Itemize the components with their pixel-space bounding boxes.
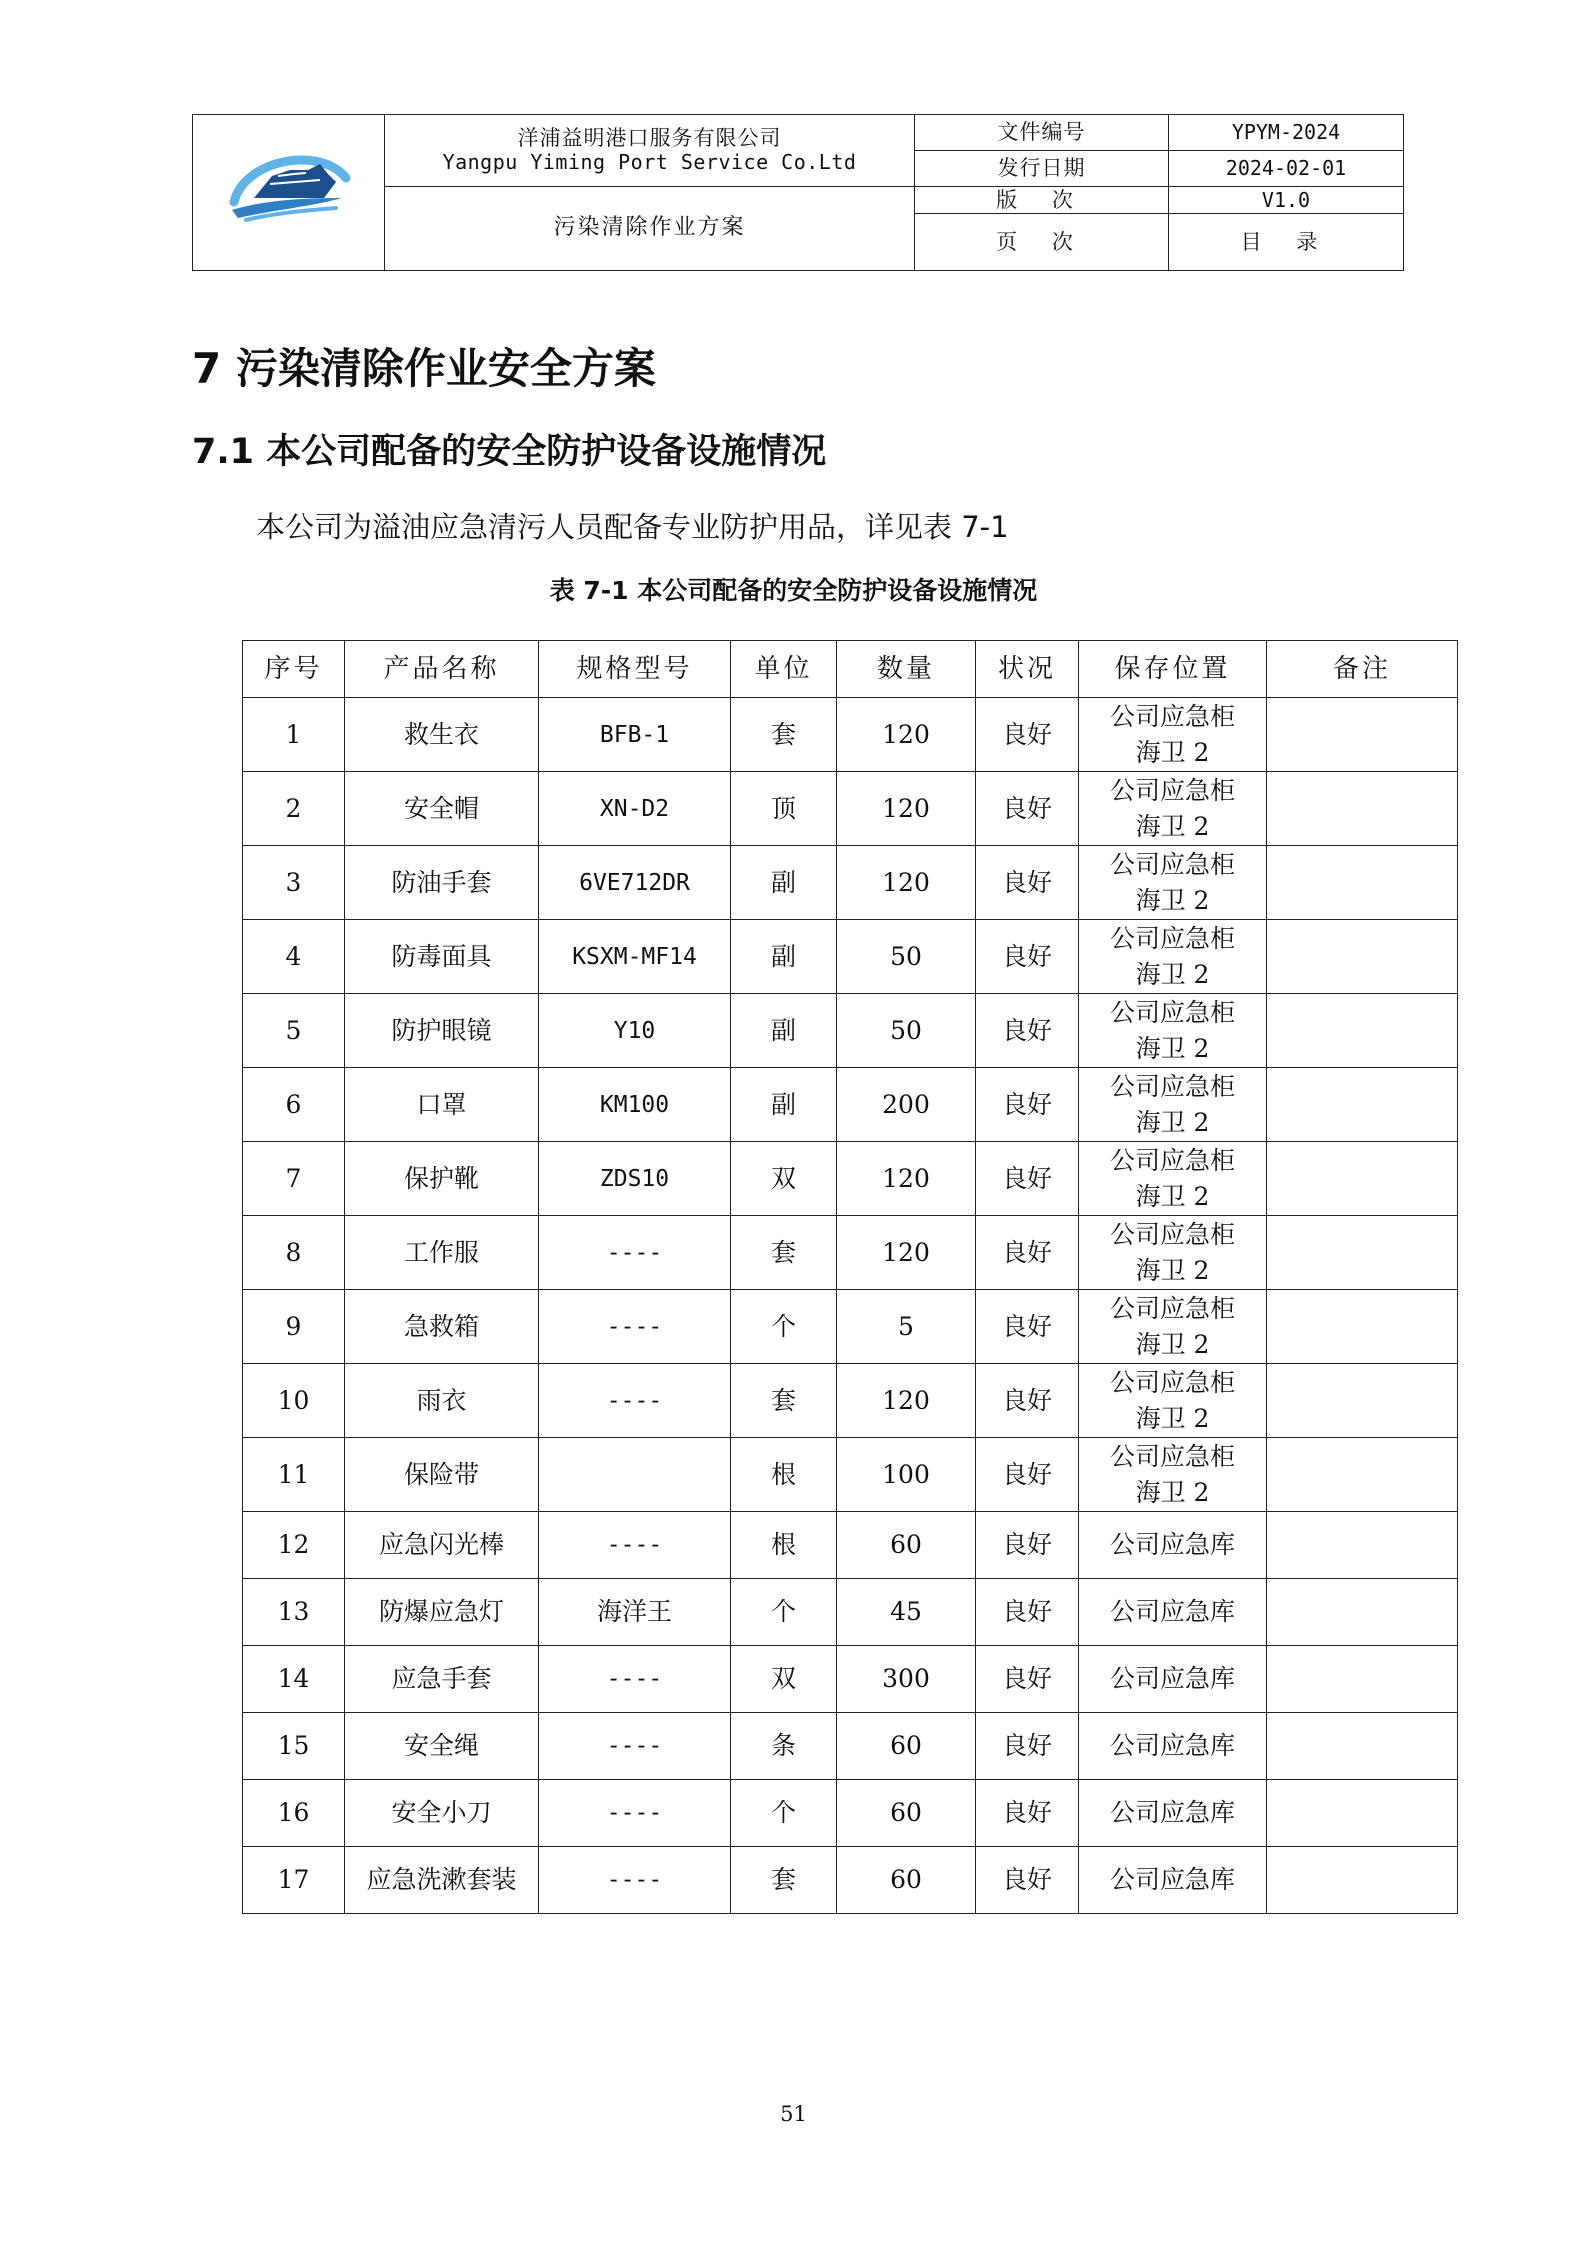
cell-no: 6 bbox=[243, 1068, 345, 1142]
cell-qty: 120 bbox=[837, 698, 976, 772]
cell-qty: 120 bbox=[837, 1364, 976, 1438]
cell-model: BFB-1 bbox=[539, 698, 731, 772]
cell-name: 保护靴 bbox=[345, 1142, 539, 1216]
location-line-1: 公司应急柜 bbox=[1109, 1293, 1235, 1323]
company-name-zh: 洋浦益明港口服务有限公司 bbox=[517, 126, 782, 151]
table-row bbox=[243, 1512, 1458, 1579]
cell-model: ---- bbox=[539, 1713, 731, 1780]
cell-note bbox=[1267, 1512, 1458, 1579]
cell-status: 良好 bbox=[976, 698, 1079, 772]
ship-logo-icon bbox=[224, 140, 354, 240]
equipment-table bbox=[242, 640, 1458, 1914]
cell-status: 良好 bbox=[976, 1216, 1079, 1290]
location-line-1: 公司应急柜 bbox=[1109, 1071, 1235, 1101]
location-line-1: 公司应急库 bbox=[1109, 1865, 1235, 1894]
cell-no: 1 bbox=[243, 698, 345, 772]
cell-unit: 个 bbox=[731, 1579, 837, 1646]
table-body bbox=[243, 698, 1458, 1914]
cell-name: 应急洗漱套装 bbox=[345, 1847, 539, 1914]
location-line-2: 海卫 2 bbox=[1135, 737, 1210, 767]
cell-no: 3 bbox=[243, 846, 345, 920]
location-line-1: 公司应急柜 bbox=[1109, 923, 1235, 953]
cell-status: 良好 bbox=[976, 1142, 1079, 1216]
cell-note bbox=[1267, 920, 1458, 994]
page-value: 目 录 bbox=[1169, 214, 1404, 271]
table-row bbox=[243, 1438, 1458, 1512]
cell-location bbox=[1079, 1364, 1267, 1438]
cell-unit: 副 bbox=[731, 1068, 837, 1142]
cell-name: 应急闪光棒 bbox=[345, 1512, 539, 1579]
issue-date-value: 2024-02-01 bbox=[1169, 150, 1404, 186]
table-row bbox=[243, 1646, 1458, 1713]
cell-unit: 根 bbox=[731, 1438, 837, 1512]
cell-no: 17 bbox=[243, 1847, 345, 1914]
cell-no: 5 bbox=[243, 994, 345, 1068]
cell-status: 良好 bbox=[976, 846, 1079, 920]
cell-model: ---- bbox=[539, 1512, 731, 1579]
location-line-2: 海卫 2 bbox=[1135, 1107, 1210, 1137]
cell-name: 安全小刀 bbox=[345, 1780, 539, 1847]
cell-qty: 300 bbox=[837, 1646, 976, 1713]
cell-note bbox=[1267, 1068, 1458, 1142]
cell-unit: 双 bbox=[731, 1142, 837, 1216]
cell-location bbox=[1079, 1068, 1267, 1142]
cell-name: 急救箱 bbox=[345, 1290, 539, 1364]
location-line-1: 公司应急库 bbox=[1109, 1731, 1235, 1760]
cell-unit: 顶 bbox=[731, 772, 837, 846]
cell-name: 防护眼镜 bbox=[345, 994, 539, 1068]
cell-location bbox=[1079, 1216, 1267, 1290]
table-row bbox=[243, 1847, 1458, 1914]
cell-qty: 120 bbox=[837, 846, 976, 920]
cell-unit: 副 bbox=[731, 846, 837, 920]
location-line-2: 海卫 2 bbox=[1135, 1181, 1210, 1211]
location-line-2: 海卫 2 bbox=[1135, 885, 1210, 915]
cell-model: KM100 bbox=[539, 1068, 731, 1142]
cell-model: KSXM-MF14 bbox=[539, 920, 731, 994]
cell-note bbox=[1267, 1438, 1458, 1512]
cell-note bbox=[1267, 1142, 1458, 1216]
cell-no: 16 bbox=[243, 1780, 345, 1847]
doc-number-label: 文件编号 bbox=[915, 115, 1169, 151]
cell-note bbox=[1267, 1216, 1458, 1290]
cell-no: 15 bbox=[243, 1713, 345, 1780]
cell-unit: 套 bbox=[731, 1847, 837, 1914]
section-heading: 7 污染清除作业安全方案 bbox=[192, 344, 656, 393]
cell-unit: 副 bbox=[731, 994, 837, 1068]
cell-unit: 个 bbox=[731, 1780, 837, 1847]
cell-unit: 个 bbox=[731, 1290, 837, 1364]
cell-note bbox=[1267, 1780, 1458, 1847]
cell-model: ---- bbox=[539, 1290, 731, 1364]
cell-note bbox=[1267, 1364, 1458, 1438]
column-header: 产品名称 bbox=[345, 641, 539, 698]
cell-name: 安全帽 bbox=[345, 772, 539, 846]
cell-status: 良好 bbox=[976, 1290, 1079, 1364]
cell-qty: 100 bbox=[837, 1438, 976, 1512]
cell-name: 救生衣 bbox=[345, 698, 539, 772]
column-header: 备注 bbox=[1267, 641, 1458, 698]
column-header: 规格型号 bbox=[539, 641, 731, 698]
cell-unit: 双 bbox=[731, 1646, 837, 1713]
cell-name: 工作服 bbox=[345, 1216, 539, 1290]
version-label: 版 次 bbox=[915, 186, 1169, 214]
cell-unit: 套 bbox=[731, 698, 837, 772]
cell-location bbox=[1079, 1646, 1267, 1713]
table-row bbox=[243, 698, 1458, 772]
cell-unit: 根 bbox=[731, 1512, 837, 1579]
location-line-2: 海卫 2 bbox=[1135, 1329, 1210, 1359]
cell-status: 良好 bbox=[976, 1438, 1079, 1512]
cell-status: 良好 bbox=[976, 772, 1079, 846]
cell-location bbox=[1079, 1512, 1267, 1579]
location-line-1: 公司应急柜 bbox=[1109, 1219, 1235, 1249]
table-row bbox=[243, 1579, 1458, 1646]
table-row bbox=[243, 920, 1458, 994]
cell-status: 良好 bbox=[976, 1646, 1079, 1713]
cell-note bbox=[1267, 846, 1458, 920]
cell-location bbox=[1079, 1290, 1267, 1364]
cell-qty: 50 bbox=[837, 920, 976, 994]
cell-qty: 50 bbox=[837, 994, 976, 1068]
column-header: 保存位置 bbox=[1079, 641, 1267, 698]
cell-model: ---- bbox=[539, 1364, 731, 1438]
cell-name: 防油手套 bbox=[345, 846, 539, 920]
location-line-1: 公司应急柜 bbox=[1109, 1367, 1235, 1397]
document-header bbox=[192, 114, 1404, 271]
cell-location bbox=[1079, 1713, 1267, 1780]
cell-qty: 120 bbox=[837, 772, 976, 846]
issue-date-label: 发行日期 bbox=[915, 150, 1169, 186]
location-line-1: 公司应急库 bbox=[1109, 1664, 1235, 1693]
cell-qty: 120 bbox=[837, 1142, 976, 1216]
table-row bbox=[243, 1068, 1458, 1142]
cell-model: ---- bbox=[539, 1216, 731, 1290]
cell-location bbox=[1079, 698, 1267, 772]
location-line-2: 海卫 2 bbox=[1135, 1033, 1210, 1063]
intro-paragraph: 本公司为溢油应急清污人员配备专业防护用品，详见表 7-1 bbox=[256, 510, 1009, 544]
cell-qty: 60 bbox=[837, 1713, 976, 1780]
cell-model: 6VE712DR bbox=[539, 846, 731, 920]
table-row bbox=[243, 1364, 1458, 1438]
cell-location bbox=[1079, 1142, 1267, 1216]
cell-no: 12 bbox=[243, 1512, 345, 1579]
cell-location bbox=[1079, 1780, 1267, 1847]
location-line-2: 海卫 2 bbox=[1135, 959, 1210, 989]
cell-status: 良好 bbox=[976, 1512, 1079, 1579]
cell-model: Y10 bbox=[539, 994, 731, 1068]
cell-name: 安全绳 bbox=[345, 1713, 539, 1780]
location-line-1: 公司应急库 bbox=[1109, 1530, 1235, 1559]
cell-model: ZDS10 bbox=[539, 1142, 731, 1216]
cell-location bbox=[1079, 1438, 1267, 1512]
cell-no: 9 bbox=[243, 1290, 345, 1364]
column-header: 单位 bbox=[731, 641, 837, 698]
cell-model: ---- bbox=[539, 1780, 731, 1847]
cell-status: 良好 bbox=[976, 1847, 1079, 1914]
location-line-2: 海卫 2 bbox=[1135, 1477, 1210, 1507]
location-line-2: 海卫 2 bbox=[1135, 811, 1210, 841]
location-line-1: 公司应急柜 bbox=[1109, 997, 1235, 1027]
cell-unit: 条 bbox=[731, 1713, 837, 1780]
cell-location bbox=[1079, 846, 1267, 920]
cell-no: 11 bbox=[243, 1438, 345, 1512]
column-header: 数量 bbox=[837, 641, 976, 698]
cell-status: 良好 bbox=[976, 1068, 1079, 1142]
cell-status: 良好 bbox=[976, 1780, 1079, 1847]
cell-status: 良好 bbox=[976, 1579, 1079, 1646]
location-line-1: 公司应急柜 bbox=[1109, 1441, 1235, 1471]
cell-unit: 副 bbox=[731, 920, 837, 994]
cell-note bbox=[1267, 994, 1458, 1068]
doc-number-value: YPYM-2024 bbox=[1169, 115, 1404, 151]
cell-model: 海洋王 bbox=[539, 1579, 731, 1646]
cell-no: 14 bbox=[243, 1646, 345, 1713]
cell-unit: 套 bbox=[731, 1216, 837, 1290]
location-line-2: 海卫 2 bbox=[1135, 1403, 1210, 1433]
location-line-1: 公司应急柜 bbox=[1109, 849, 1235, 879]
page-number: 51 bbox=[780, 2102, 807, 2126]
cell-no: 2 bbox=[243, 772, 345, 846]
cell-location bbox=[1079, 994, 1267, 1068]
cell-location bbox=[1079, 772, 1267, 846]
location-line-1: 公司应急库 bbox=[1109, 1798, 1235, 1827]
cell-no: 4 bbox=[243, 920, 345, 994]
table-row bbox=[243, 772, 1458, 846]
table-row bbox=[243, 1780, 1458, 1847]
cell-model: XN-D2 bbox=[539, 772, 731, 846]
cell-no: 7 bbox=[243, 1142, 345, 1216]
cell-note bbox=[1267, 1579, 1458, 1646]
cell-note bbox=[1267, 1290, 1458, 1364]
cell-name: 雨衣 bbox=[345, 1364, 539, 1438]
column-header: 序号 bbox=[243, 641, 345, 698]
cell-qty: 120 bbox=[837, 1216, 976, 1290]
cell-qty: 60 bbox=[837, 1847, 976, 1914]
company-logo bbox=[193, 115, 385, 271]
version-value: V1.0 bbox=[1169, 186, 1404, 214]
cell-note bbox=[1267, 1646, 1458, 1713]
cell-status: 良好 bbox=[976, 1364, 1079, 1438]
cell-note bbox=[1267, 1847, 1458, 1914]
table-header-row bbox=[243, 641, 1458, 698]
cell-model bbox=[539, 1438, 731, 1512]
table-caption: 表 7-1 本公司配备的安全防护设备设施情况 bbox=[549, 576, 1038, 605]
cell-name: 防爆应急灯 bbox=[345, 1579, 539, 1646]
location-line-1: 公司应急库 bbox=[1109, 1597, 1235, 1626]
cell-name: 口罩 bbox=[345, 1068, 539, 1142]
table-row bbox=[243, 1142, 1458, 1216]
cell-name: 应急手套 bbox=[345, 1646, 539, 1713]
cell-qty: 5 bbox=[837, 1290, 976, 1364]
table-row bbox=[243, 1713, 1458, 1780]
document-title: 污染清除作业方案 bbox=[385, 186, 915, 271]
cell-note bbox=[1267, 772, 1458, 846]
location-line-1: 公司应急柜 bbox=[1109, 701, 1235, 731]
cell-status: 良好 bbox=[976, 920, 1079, 994]
page-label: 页 次 bbox=[915, 214, 1169, 271]
subsection-heading: 7.1 本公司配备的安全防护设备设施情况 bbox=[192, 432, 827, 472]
cell-qty: 60 bbox=[837, 1512, 976, 1579]
cell-no: 10 bbox=[243, 1364, 345, 1438]
cell-name: 防毒面具 bbox=[345, 920, 539, 994]
cell-location bbox=[1079, 1579, 1267, 1646]
cell-location bbox=[1079, 1847, 1267, 1914]
cell-status: 良好 bbox=[976, 1713, 1079, 1780]
cell-note bbox=[1267, 698, 1458, 772]
cell-model: ---- bbox=[539, 1847, 731, 1914]
company-name bbox=[385, 115, 915, 187]
cell-model: ---- bbox=[539, 1646, 731, 1713]
cell-no: 13 bbox=[243, 1579, 345, 1646]
cell-note bbox=[1267, 1713, 1458, 1780]
cell-name: 保险带 bbox=[345, 1438, 539, 1512]
location-line-1: 公司应急柜 bbox=[1109, 1145, 1235, 1175]
table-row bbox=[243, 1216, 1458, 1290]
company-name-en: Yangpu Yiming Port Service Co.Ltd bbox=[442, 150, 857, 175]
cell-status: 良好 bbox=[976, 994, 1079, 1068]
cell-qty: 200 bbox=[837, 1068, 976, 1142]
cell-qty: 45 bbox=[837, 1579, 976, 1646]
cell-location bbox=[1079, 920, 1267, 994]
table-row bbox=[243, 1290, 1458, 1364]
table-row bbox=[243, 846, 1458, 920]
location-line-1: 公司应急柜 bbox=[1109, 775, 1235, 805]
cell-qty: 60 bbox=[837, 1780, 976, 1847]
cell-unit: 套 bbox=[731, 1364, 837, 1438]
location-line-2: 海卫 2 bbox=[1135, 1255, 1210, 1285]
table-row bbox=[243, 994, 1458, 1068]
cell-no: 8 bbox=[243, 1216, 345, 1290]
column-header: 状况 bbox=[976, 641, 1079, 698]
